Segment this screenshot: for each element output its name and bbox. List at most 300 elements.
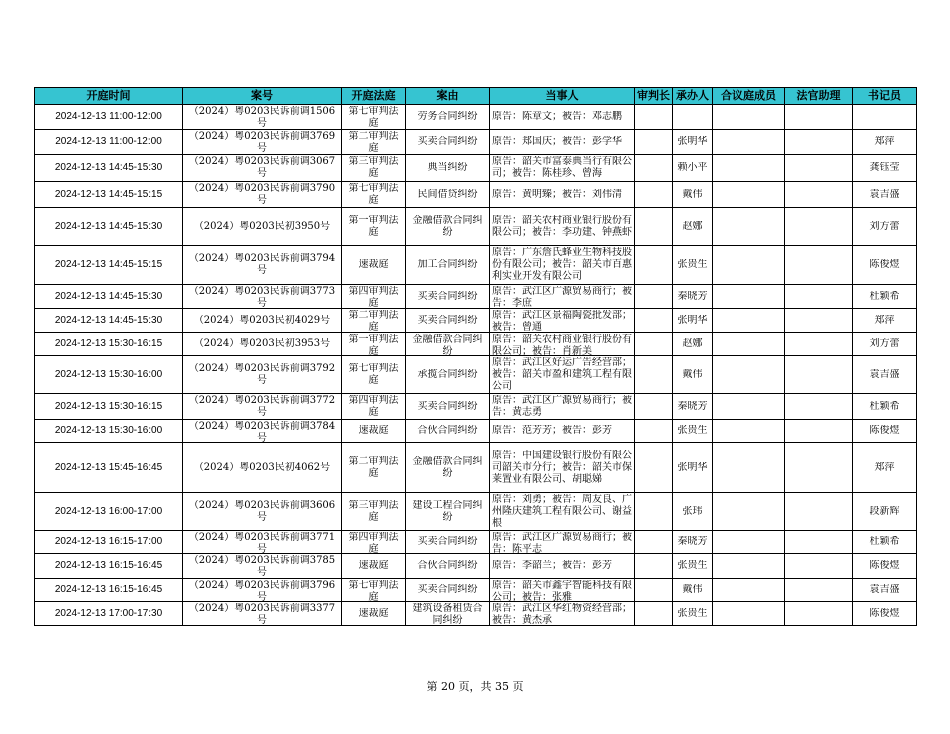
cell-parties (490, 531, 635, 554)
cell-time-text: 2024-12-13 11:00-12:00 (55, 136, 162, 147)
cell-clerk (853, 356, 917, 394)
cell-parties-text: 原告：武江区广源贸易商行；被告：李庶 (492, 285, 632, 308)
cell-court (342, 246, 406, 285)
cell-cause (406, 246, 490, 285)
cell-presiding-judge (635, 309, 673, 333)
cell-parties-text: 原告：陈章文；被告：邓志鹏 (492, 111, 622, 122)
cell-cause-text: 买卖合同纠纷 (417, 136, 478, 147)
cell-cause-text: 买卖合同纠纷 (417, 536, 478, 547)
cell-clerk (853, 246, 917, 285)
cell-case-number-text: （2024）粤0203民诉前调1506号 (188, 105, 336, 129)
cell-time-text: 2024-12-13 17:00-17:30 (54, 607, 163, 619)
cell-cause (406, 554, 490, 579)
cell-court (342, 554, 406, 579)
table-body (35, 105, 917, 626)
cell-parties-text: 原告：李韶兰；被告：彭芳 (492, 560, 612, 571)
cell-parties (490, 333, 635, 356)
cell-court (342, 394, 406, 420)
cell-cause (406, 394, 490, 420)
cell-collegial-members (713, 285, 785, 309)
cell-time-text: 2024-12-13 16:15-16:45 (54, 560, 163, 571)
cell-court-text: 第一审判法庭 (348, 214, 399, 238)
cell-clerk (853, 394, 917, 420)
cell-court (342, 105, 406, 130)
cell-parties (490, 443, 635, 493)
cell-clerk-text: 陈俊煜 (869, 560, 900, 571)
cell-clerk (853, 531, 917, 554)
header-row (35, 88, 917, 105)
cell-cause (406, 155, 490, 182)
header-court: 开庭法庭 (342, 88, 406, 105)
cell-clerk-text: 袁吉盛 (869, 368, 900, 380)
cell-court (342, 155, 406, 182)
cell-clerk (853, 579, 917, 602)
table-row (35, 420, 917, 443)
cell-judge-assistant (785, 394, 853, 420)
cell-court-text: 第二审判法庭 (348, 130, 399, 154)
cell-case-number-text: （2024）粤0203民诉前调3067号 (188, 156, 336, 179)
cell-clerk-text: 杜颖希 (869, 290, 900, 302)
cell-court (342, 309, 406, 333)
cell-parties-text: 原告：韶关农村商业银行股份有限公司；被告：李功建、钟燕虾 (492, 214, 632, 238)
table-row (35, 493, 917, 531)
cell-case-number-text: （2024）粤0203民诉前调3606号 (188, 499, 336, 523)
cell-case-number (183, 285, 342, 309)
cell-clerk-text: 刘方蕾 (869, 220, 900, 232)
cell-judge-assistant (785, 208, 853, 246)
cell-court-text: 第三审判法庭 (348, 499, 399, 523)
cell-clerk (853, 493, 917, 531)
hearing-schedule-table (34, 87, 917, 626)
cell-case-number-text: （2024）粤0203民诉前调3773号 (188, 285, 336, 308)
cell-cause-text: 建设工程合同纠纷 (412, 499, 483, 523)
cell-presiding-judge (635, 105, 673, 130)
cell-clerk-text: 郑萍 (874, 314, 895, 326)
cell-handler (673, 493, 713, 531)
cell-parties (490, 155, 635, 182)
cell-cause-text: 合伙合同纠纷 (417, 560, 478, 571)
cell-presiding-judge (635, 246, 673, 285)
cell-time-text: 2024-12-13 16:15-17:00 (54, 536, 163, 547)
cell-judge-assistant (785, 285, 853, 309)
cell-parties (490, 394, 635, 420)
header-time: 开庭时间 (35, 88, 183, 105)
cell-collegial-members (713, 309, 785, 333)
cell-cause (406, 531, 490, 554)
cell-time-text: 2024-12-13 15:30-16:15 (54, 338, 163, 349)
cell-court-text: 第七审判法庭 (348, 362, 399, 386)
cell-time-text: 2024-12-13 14:45-15:30 (54, 220, 163, 232)
cell-judge-assistant (785, 493, 853, 531)
cell-cause-text: 典当纠纷 (427, 162, 468, 173)
cell-cause-text: 买卖合同纠纷 (417, 314, 478, 326)
cell-time-text: 2024-12-13 14:45-15:15 (54, 259, 163, 270)
cell-case-number-text: （2024）粤0203民诉前调3771号 (188, 531, 336, 553)
cell-case-number (183, 420, 342, 443)
cell-handler-text: 张贵生 (677, 607, 708, 619)
cell-cause (406, 356, 490, 394)
cell-collegial-members (713, 579, 785, 602)
cell-case-number (183, 155, 342, 182)
cell-judge-assistant (785, 420, 853, 443)
cell-case-number-text: （2024）粤0203民初4029号 (193, 314, 331, 326)
cell-collegial-members (713, 394, 785, 420)
cell-clerk (853, 420, 917, 443)
cell-cause (406, 285, 490, 309)
cell-handler-text: 赵娜 (682, 338, 703, 349)
cell-presiding-judge (635, 493, 673, 531)
cell-case-number (183, 394, 342, 420)
cell-time (35, 105, 183, 130)
cell-handler (673, 246, 713, 285)
cell-handler-text: 张明华 (677, 136, 708, 147)
cell-clerk (853, 155, 917, 182)
table-row (35, 246, 917, 285)
cell-time-text: 2024-12-13 14:45-15:15 (54, 188, 163, 200)
cell-handler (673, 443, 713, 493)
cell-court-text: 第二审判法庭 (348, 309, 399, 332)
cell-presiding-judge (635, 356, 673, 394)
table-row (35, 182, 917, 208)
cell-presiding-judge (635, 394, 673, 420)
cell-parties (490, 246, 635, 285)
cell-parties-text: 原告：武江区广源贸易商行；被告：陈平志 (492, 531, 632, 553)
table-row (35, 155, 917, 182)
cell-handler-text: 秦晓芳 (677, 290, 708, 302)
cell-court (342, 579, 406, 602)
cell-case-number (183, 333, 342, 356)
cell-cause (406, 443, 490, 493)
header-handler: 承办人 (673, 88, 713, 105)
cell-judge-assistant (785, 602, 853, 626)
cell-collegial-members (713, 130, 785, 155)
cell-case-number-text: （2024）粤0203民诉前调3790号 (188, 182, 336, 206)
cell-time-text: 2024-12-13 14:45-15:30 (54, 290, 163, 302)
cell-clerk-text: 陈俊煜 (869, 425, 900, 436)
cell-parties-text: 原告：广东詹氏蜂业生物科技股份有限公司；被告：韶关市百惠利实业开发有限公司 (492, 247, 632, 282)
cell-cause-text: 承揽合同纠纷 (417, 368, 478, 380)
cell-presiding-judge (635, 155, 673, 182)
cell-handler (673, 356, 713, 394)
cell-case-number (183, 579, 342, 602)
cell-presiding-judge (635, 130, 673, 155)
cell-cause (406, 333, 490, 356)
cell-parties-text: 原告：武江区好运广告经营部；被告：韶关市盈和建筑工程有限公司 (492, 356, 632, 392)
cell-time (35, 182, 183, 208)
cell-case-number-text: （2024）粤0203民诉前调3377号 (188, 602, 336, 625)
cell-clerk-text: 陈俊煜 (869, 607, 900, 619)
cell-time-text: 2024-12-13 16:00-17:00 (54, 505, 163, 517)
page-footer: 第 20 页，共 35 页 (426, 680, 524, 693)
header-collegial-members: 合议庭成员 (713, 88, 785, 105)
cell-handler-text: 张贵生 (677, 560, 708, 571)
cell-court-text: 第一审判法庭 (348, 333, 399, 355)
cell-court-text: 第七审判法庭 (348, 105, 399, 129)
cell-parties-text: 原告：武江区景福陶瓷批发部；被告：曾通 (492, 309, 632, 332)
cell-time (35, 285, 183, 309)
cell-time (35, 602, 183, 626)
cell-case-number (183, 208, 342, 246)
cell-cause-text: 买卖合同纠纷 (417, 290, 478, 302)
cell-collegial-members (713, 531, 785, 554)
cell-handler (673, 285, 713, 309)
cell-parties (490, 493, 635, 531)
cell-cause-text: 买卖合同纠纷 (417, 400, 478, 412)
cell-collegial-members (713, 356, 785, 394)
cell-time (35, 579, 183, 602)
cell-case-number-text: （2024）粤0203民诉前调3785号 (188, 554, 336, 578)
cell-judge-assistant (785, 130, 853, 155)
cell-parties-text: 原告：刘勇；被告：周友良、广州隆庆建筑工程有限公司、谢益根 (492, 493, 632, 529)
cell-presiding-judge (635, 182, 673, 208)
cell-court (342, 130, 406, 155)
cell-clerk-text: 杜颖希 (869, 536, 900, 547)
cell-presiding-judge (635, 554, 673, 579)
cell-court (342, 493, 406, 531)
cell-clerk (853, 182, 917, 208)
cell-court-text: 第七审判法庭 (348, 182, 399, 206)
cell-judge-assistant (785, 356, 853, 394)
cell-time (35, 554, 183, 579)
cell-parties (490, 554, 635, 579)
cell-handler-text: 张贵生 (677, 259, 708, 270)
cell-court (342, 333, 406, 356)
cell-judge-assistant (785, 554, 853, 579)
cell-court-text: 第四审判法庭 (348, 285, 399, 308)
cell-parties (490, 208, 635, 246)
header-case-number: 案号 (183, 88, 342, 105)
cell-judge-assistant (785, 155, 853, 182)
cell-time-text: 2024-12-13 16:15-16:45 (54, 584, 163, 595)
cell-parties (490, 285, 635, 309)
cell-collegial-members (713, 105, 785, 130)
cell-case-number (183, 493, 342, 531)
cell-handler-text: 戴伟 (682, 584, 703, 595)
cell-case-number (183, 443, 342, 493)
cell-time-text: 2024-12-13 15:30-16:00 (54, 425, 163, 436)
cell-case-number-text: （2024）粤0203民诉前调3769号 (188, 130, 336, 154)
cell-clerk (853, 130, 917, 155)
cell-case-number-text: （2024）粤0203民初3953号 (193, 338, 331, 349)
cell-time (35, 356, 183, 394)
table-row (35, 531, 917, 554)
cell-cause-text: 建筑设备租赁合同纠纷 (412, 602, 483, 625)
cell-court-text: 速裁庭 (358, 607, 389, 619)
cell-case-number (183, 531, 342, 554)
cell-cause-text: 金融借款合同纠纷 (412, 455, 483, 479)
cell-parties-text: 原告：中国建设银行股份有限公司韶关市分行；被告：韶关市保莱置业有限公司、胡聪娣 (492, 449, 632, 485)
table-row (35, 208, 917, 246)
cell-case-number (183, 182, 342, 208)
cell-handler (673, 105, 713, 130)
cell-presiding-judge (635, 333, 673, 356)
cell-handler-text: 张贵生 (677, 425, 708, 436)
cell-time-text: 2024-12-13 15:30-16:00 (54, 368, 163, 380)
cell-handler (673, 333, 713, 356)
table-row (35, 443, 917, 493)
cell-cause-text: 劳务合同纠纷 (417, 111, 478, 122)
cell-handler-text: 张明华 (677, 314, 708, 326)
cell-clerk (853, 285, 917, 309)
cell-time (35, 246, 183, 285)
cell-parties (490, 356, 635, 394)
cell-handler (673, 130, 713, 155)
cell-cause-text: 金融借款合同纠纷 (412, 333, 483, 355)
cell-parties (490, 182, 635, 208)
header-clerk: 书记员 (853, 88, 917, 105)
cell-parties (490, 130, 635, 155)
cell-court (342, 531, 406, 554)
cell-collegial-members (713, 602, 785, 626)
cell-clerk (853, 105, 917, 130)
cell-case-number (183, 130, 342, 155)
cell-cause-text: 金融借款合同纠纷 (412, 214, 483, 238)
cell-presiding-judge (635, 420, 673, 443)
cell-parties-text: 原告：范芳芳；被告：彭芳 (492, 425, 612, 436)
cell-time (35, 130, 183, 155)
cell-case-number (183, 246, 342, 285)
cell-collegial-members (713, 155, 785, 182)
table-row (35, 285, 917, 309)
cell-cause (406, 420, 490, 443)
cell-parties-text: 原告：韶关农村商业银行股份有限公司；被告：肖新美 (492, 333, 632, 355)
cell-time-text: 2024-12-13 14:45-15:30 (54, 314, 163, 326)
header-parties: 当事人 (490, 88, 635, 105)
cell-handler (673, 208, 713, 246)
cell-collegial-members (713, 333, 785, 356)
cell-parties-text: 原告：郑国庆；被告：彭学华 (492, 136, 622, 147)
table-row (35, 602, 917, 626)
cell-cause (406, 105, 490, 130)
cell-handler-text: 戴伟 (682, 188, 703, 200)
cell-case-number-text: （2024）粤0203民诉前调3792号 (188, 362, 336, 386)
cell-clerk-text: 郑萍 (874, 136, 895, 147)
cell-judge-assistant (785, 579, 853, 602)
cell-collegial-members (713, 554, 785, 579)
cell-clerk (853, 333, 917, 356)
cell-judge-assistant (785, 105, 853, 130)
cell-handler (673, 554, 713, 579)
cell-court (342, 602, 406, 626)
cell-cause-text: 买卖合同纠纷 (417, 584, 478, 595)
cell-presiding-judge (635, 531, 673, 554)
header-presiding-judge: 审判长 (635, 88, 673, 105)
cell-clerk-text: 龚钰莹 (869, 162, 900, 173)
cell-time (35, 309, 183, 333)
cell-presiding-judge (635, 602, 673, 626)
cell-clerk-text: 刘方蕾 (869, 338, 900, 349)
cell-presiding-judge (635, 208, 673, 246)
cell-parties-text: 原告：韶关市鑫宇智能科技有限公司；被告：张雅 (492, 579, 632, 601)
cell-clerk-text: 段新辉 (869, 505, 900, 517)
cell-court (342, 208, 406, 246)
cell-case-number (183, 602, 342, 626)
cell-case-number-text: （2024）粤0203民诉前调3772号 (188, 394, 336, 418)
cell-collegial-members (713, 493, 785, 531)
cell-court-text: 第三审判法庭 (348, 156, 399, 179)
cell-court-text: 第四审判法庭 (348, 394, 399, 418)
cell-time (35, 155, 183, 182)
cell-parties-text: 原告：武江区华红物资经营部；被告：黄杰承 (492, 602, 632, 625)
table-row (35, 394, 917, 420)
cell-judge-assistant (785, 182, 853, 208)
cell-judge-assistant (785, 309, 853, 333)
cell-parties (490, 105, 635, 130)
cell-judge-assistant (785, 443, 853, 493)
table-row (35, 105, 917, 130)
table-row (35, 309, 917, 333)
cell-parties (490, 420, 635, 443)
cell-court (342, 443, 406, 493)
cell-court (342, 182, 406, 208)
cell-court (342, 420, 406, 443)
cell-time (35, 531, 183, 554)
cell-court-text: 第二审判法庭 (348, 455, 399, 479)
cell-collegial-members (713, 182, 785, 208)
cell-clerk (853, 443, 917, 493)
cell-collegial-members (713, 208, 785, 246)
cell-case-number-text: （2024）粤0203民诉前调3796号 (188, 579, 336, 601)
cell-handler-text: 赖小平 (677, 162, 708, 173)
cell-case-number (183, 309, 342, 333)
cell-handler-text: 秦晓芳 (677, 400, 708, 412)
cell-case-number (183, 105, 342, 130)
cell-court-text: 速裁庭 (358, 259, 389, 270)
cell-parties (490, 579, 635, 602)
header-cause: 案由 (406, 88, 490, 105)
cell-clerk-text: 袁吉盛 (869, 188, 900, 200)
cell-time-text: 2024-12-13 15:45-16:45 (54, 461, 163, 473)
table-row (35, 333, 917, 356)
table-row (35, 579, 917, 602)
cell-handler (673, 155, 713, 182)
cell-clerk (853, 602, 917, 626)
cell-presiding-judge (635, 285, 673, 309)
cell-time (35, 394, 183, 420)
cell-clerk-text: 袁吉盛 (869, 584, 900, 595)
cell-collegial-members (713, 420, 785, 443)
cell-time-text: 2024-12-13 15:30-16:15 (54, 400, 163, 412)
cell-collegial-members (713, 443, 785, 493)
cell-clerk-text: 杜颖希 (869, 400, 900, 412)
cell-cause (406, 182, 490, 208)
cell-cause (406, 309, 490, 333)
cell-case-number-text: （2024）粤0203民诉前调3794号 (188, 253, 336, 276)
cell-court-text: 速裁庭 (358, 560, 389, 571)
table-row (35, 356, 917, 394)
cell-presiding-judge (635, 579, 673, 602)
cell-court-text: 速裁庭 (358, 425, 389, 436)
cell-handler (673, 309, 713, 333)
table-row (35, 554, 917, 579)
cell-time (35, 208, 183, 246)
cell-court-text: 第四审判法庭 (348, 531, 399, 553)
cell-handler (673, 602, 713, 626)
cell-case-number-text: （2024）粤0203民初3950号 (193, 220, 331, 232)
cell-judge-assistant (785, 333, 853, 356)
cell-cause (406, 130, 490, 155)
cell-time (35, 493, 183, 531)
cell-handler-text: 张明华 (677, 461, 708, 473)
cell-time (35, 443, 183, 493)
cell-case-number (183, 356, 342, 394)
cell-parties-text: 原告：武江区广源贸易商行；被告：黄志勇 (492, 394, 632, 418)
cell-case-number (183, 554, 342, 579)
table-row (35, 130, 917, 155)
cell-clerk (853, 208, 917, 246)
cell-judge-assistant (785, 531, 853, 554)
cell-presiding-judge (635, 443, 673, 493)
